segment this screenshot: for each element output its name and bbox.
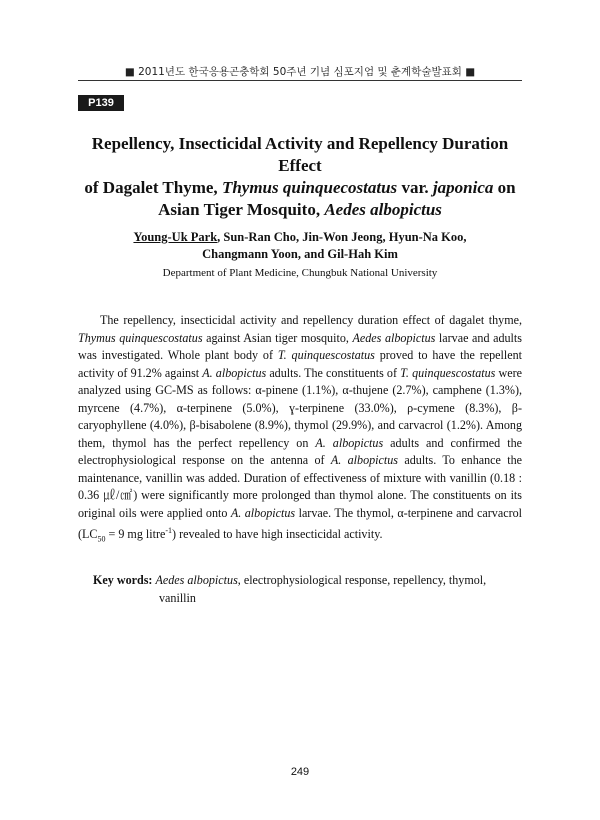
title-var: var. bbox=[397, 178, 433, 197]
abstract-italic: Thymus quinquescostatus bbox=[78, 330, 203, 345]
proceedings-header: ■ 2011년도 한국응용곤충학회 50주년 기념 심포지엄 및 춘계학술발표회 ■ bbox=[124, 66, 476, 78]
abstract-text: larvae. The thymol, α-terpinene and carvacrol (LC bbox=[78, 505, 523, 542]
abstract-italic: Aedes albopictus bbox=[352, 330, 436, 345]
abstract-text: adults. To enhance the maintenance, vanillin was added. Duration of effectiveness of mixture with vanillin (0.18 : 0.36 ㎕/㎠) were significantly more prolonged than thymol alone. The constituents on its original oils were applied onto bbox=[78, 453, 523, 520]
title-mosquito-species: Aedes albopictus bbox=[324, 200, 442, 219]
authors-line-2: Changmann Yoon, and Gil-Hah Kim bbox=[202, 247, 398, 261]
abstract-italic: A. albopictus bbox=[330, 453, 399, 467]
title-line-2-post: on bbox=[493, 178, 516, 197]
abstract-italic: A. albopictus bbox=[202, 365, 267, 380]
title-line-2-pre: of Dagalet Thyme, bbox=[84, 178, 222, 197]
poster-number-badge: P139 bbox=[78, 95, 124, 111]
abstract-text: against Asian tiger mosquito, bbox=[202, 330, 353, 345]
abstract-italic: T. quinquescostatus bbox=[277, 348, 375, 362]
title-line-3-pre: Asian Tiger Mosquito, bbox=[158, 200, 325, 219]
abstract-text: = 9 mg litre bbox=[105, 527, 166, 542]
abstract-italic: A. albopictus bbox=[230, 505, 296, 520]
title-species: Thymus quinquecostatus bbox=[221, 178, 398, 197]
abstract-text: proved to have the repellent activity of 91.2% against bbox=[78, 348, 523, 380]
abstract-text: The repellency, insecticidal activity and repellency duration effect of dagalet thyme, bbox=[100, 313, 522, 327]
page-number: 249 bbox=[290, 766, 310, 778]
authors-line-1: , Sun-Ran Cho, Jin-Won Jeong, Hyun-Na Koo, bbox=[217, 230, 467, 244]
affiliation: Department of Plant Medicine, Chungbuk National University bbox=[162, 267, 438, 279]
abstract-body bbox=[78, 312, 522, 548]
keyword-species: Aedes albopictus bbox=[155, 573, 238, 587]
presenting-author: Young-Uk Park bbox=[133, 230, 218, 244]
keywords-label: Key words: bbox=[93, 573, 156, 587]
title-line-1: Repellency, Insecticidal Activity and Repellency Duration Effect bbox=[91, 134, 509, 175]
lc50-subscript: 50 bbox=[97, 534, 106, 544]
abstract-text: adults and confirmed the electrophysiological response on the antenna of bbox=[78, 435, 522, 467]
abstract-text: ) revealed to have high insecticidal activity. bbox=[172, 527, 383, 542]
author-list bbox=[80, 229, 520, 263]
title-variety: japonica bbox=[432, 178, 494, 197]
abstract-italic: A. albopictus bbox=[315, 435, 384, 450]
keywords-line-1: , electrophysiological response, repellency, thymol, bbox=[237, 573, 487, 587]
unit-superscript: -1 bbox=[165, 526, 173, 535]
abstract-paragraph bbox=[78, 312, 522, 548]
header-rule bbox=[78, 80, 522, 81]
abstract-text: larvae and adults was investigated. Whole plant body of bbox=[78, 330, 522, 362]
paper-title bbox=[70, 133, 530, 221]
abstract-text: adults. The constituents of bbox=[266, 365, 401, 380]
keywords bbox=[93, 572, 523, 607]
abstract-italic: T. quinquescostatus bbox=[400, 365, 496, 380]
keywords-line-2: vanillin bbox=[159, 590, 196, 605]
abstract-text: were analyzed using GC-MS as follows: α-pinene (1.1%), α-thujene (2.7%), camphene (1.3%), myrcene (4.7%), α-terpinene (5.0%), ɣ-terpinene (33.0%), ρ-cymene (8.3%), β-caryophyllene (4.0%), β-bisabolene (8.9%), thymol (29.9%), and carvacrol (1.2%). Among them, thymol has the perfect repellency on bbox=[78, 365, 522, 450]
